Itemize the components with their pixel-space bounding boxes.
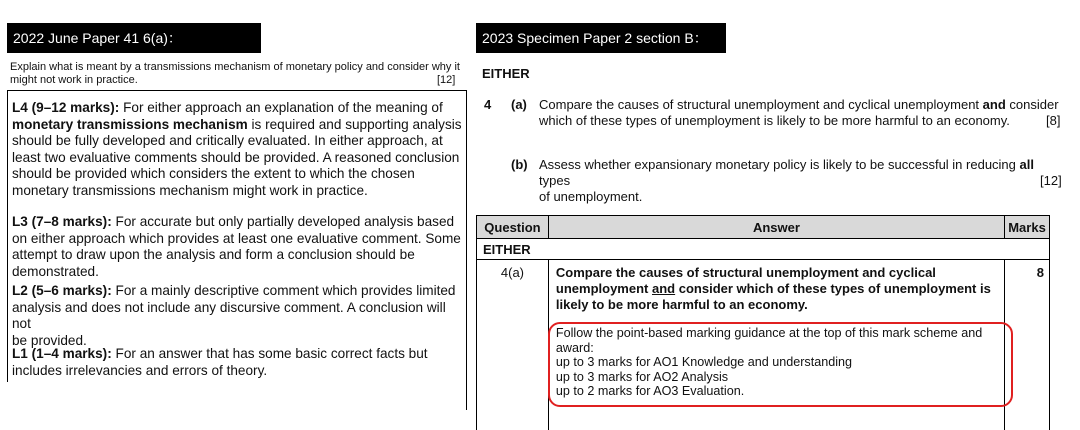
left-divider <box>7 90 467 91</box>
part-b-label: (b) <box>511 157 528 173</box>
right-header: 2023 Specimen Paper 2 section B： <box>476 23 726 53</box>
table-section-row <box>477 239 1050 260</box>
level-l1 <box>12 346 464 379</box>
part-a-text <box>539 97 1067 129</box>
part-b-text <box>539 157 1067 205</box>
level-text: attempt to draw upon the analysis and form a conclusion should be <box>12 247 464 264</box>
level-text-bold: monetary transmissions mechanism <box>12 117 248 132</box>
level-text: is required and supporting analysis <box>252 117 462 132</box>
part-a-label: (a) <box>511 97 527 113</box>
level-text: monetary transmissions mechanism might work in practice. <box>12 183 464 200</box>
question-number: 4 <box>484 97 491 113</box>
level-label: L1 (1–4 marks): <box>12 346 112 361</box>
header-marks: Marks <box>1005 216 1050 239</box>
highlight-box <box>548 322 1013 407</box>
part-a-marks: [8] <box>1046 113 1060 129</box>
level-text: For accurate but only partially developed analysis based <box>116 214 455 229</box>
left-border <box>7 90 8 382</box>
part-a-line1-end: consider <box>1009 97 1058 112</box>
level-text: includes irrelevancies and errors of theory. <box>12 363 464 380</box>
part-b-line2: of unemployment. <box>539 189 1067 205</box>
level-text: demonstrated. <box>12 264 464 281</box>
level-text: least two evaluative comments should be provided. A reasoned conclusion <box>12 150 464 167</box>
guidance-line: up to 2 marks for AO3 Evaluation. <box>556 384 998 399</box>
answer-q-line1: Compare the causes of structural unemployment and cyclical <box>556 265 998 281</box>
part-b-line1: Assess whether expansionary monetary policy is likely to be successful in reducing <box>539 157 1016 172</box>
level-text: should be fully developed and critically evaluated. In either approach, at <box>12 133 464 150</box>
level-text: should be provided which considers the extent to which the chosen <box>12 166 464 183</box>
guidance-line: Follow the point-based marking guidance at the top of this mark scheme and <box>556 326 998 341</box>
answer-q-line3: likely to be more harmful to an economy. <box>556 297 998 313</box>
left-question-marks: [12] <box>437 74 455 87</box>
guidance-line: up to 3 marks for AO1 Knowledge and understanding <box>556 355 998 370</box>
level-text: For a mainly descriptive comment which provides limited <box>116 283 456 298</box>
row-question: 4(a) <box>477 260 549 430</box>
level-text: on either approach which provides at least one evaluative comment. Some <box>12 231 464 248</box>
answer-q-line2: unemployment <box>556 281 648 296</box>
left-question-line2: might not work in practice. <box>10 74 138 87</box>
header-answer: Answer <box>548 216 1004 239</box>
row-marks: 8 <box>1005 260 1050 430</box>
left-question-line1: Explain what is meant by a transmissions mechanism of monetary policy and consider why it <box>10 61 460 74</box>
answer-q-underline: and <box>652 281 675 296</box>
left-header: 2022 June Paper 41 6(a)： <box>7 23 261 53</box>
part-b-line1-end: types <box>539 173 570 188</box>
part-a-bold: and <box>983 97 1006 112</box>
part-b-bold: all <box>1020 157 1034 172</box>
level-label: L2 (5–6 marks): <box>12 283 112 298</box>
guidance-line: award: <box>556 341 998 356</box>
guidance-line: up to 3 marks for AO2 Analysis <box>556 370 998 385</box>
part-b-marks: [12] <box>1040 173 1062 189</box>
center-border <box>466 90 467 410</box>
table-header-row <box>477 216 1050 239</box>
level-label: L4 (9–12 marks): <box>12 100 119 115</box>
level-text: analysis and does not include any discursive comment. A conclusion will not <box>12 300 468 333</box>
level-text: For an answer that has some basic correct facts but <box>116 346 428 361</box>
level-l3 <box>12 214 464 280</box>
level-label: L3 (7–8 marks): <box>12 214 112 229</box>
either-heading: EITHER <box>482 66 530 81</box>
answer-q-line2-end: consider which of these types of unemployment is <box>679 281 991 296</box>
level-l4 <box>12 100 464 200</box>
header-question: Question <box>477 216 549 239</box>
part-a-line1: Compare the causes of structural unemployment and cyclical unemployment <box>539 97 979 112</box>
part-a-line2: which of these types of unemployment is likely to be more harmful to an economy. <box>539 113 1067 129</box>
level-text: be provided. <box>12 333 468 350</box>
section-either: EITHER <box>477 239 1050 260</box>
level-l2 <box>12 283 468 349</box>
level-text: For either approach an explanation of the meaning of <box>123 100 443 115</box>
